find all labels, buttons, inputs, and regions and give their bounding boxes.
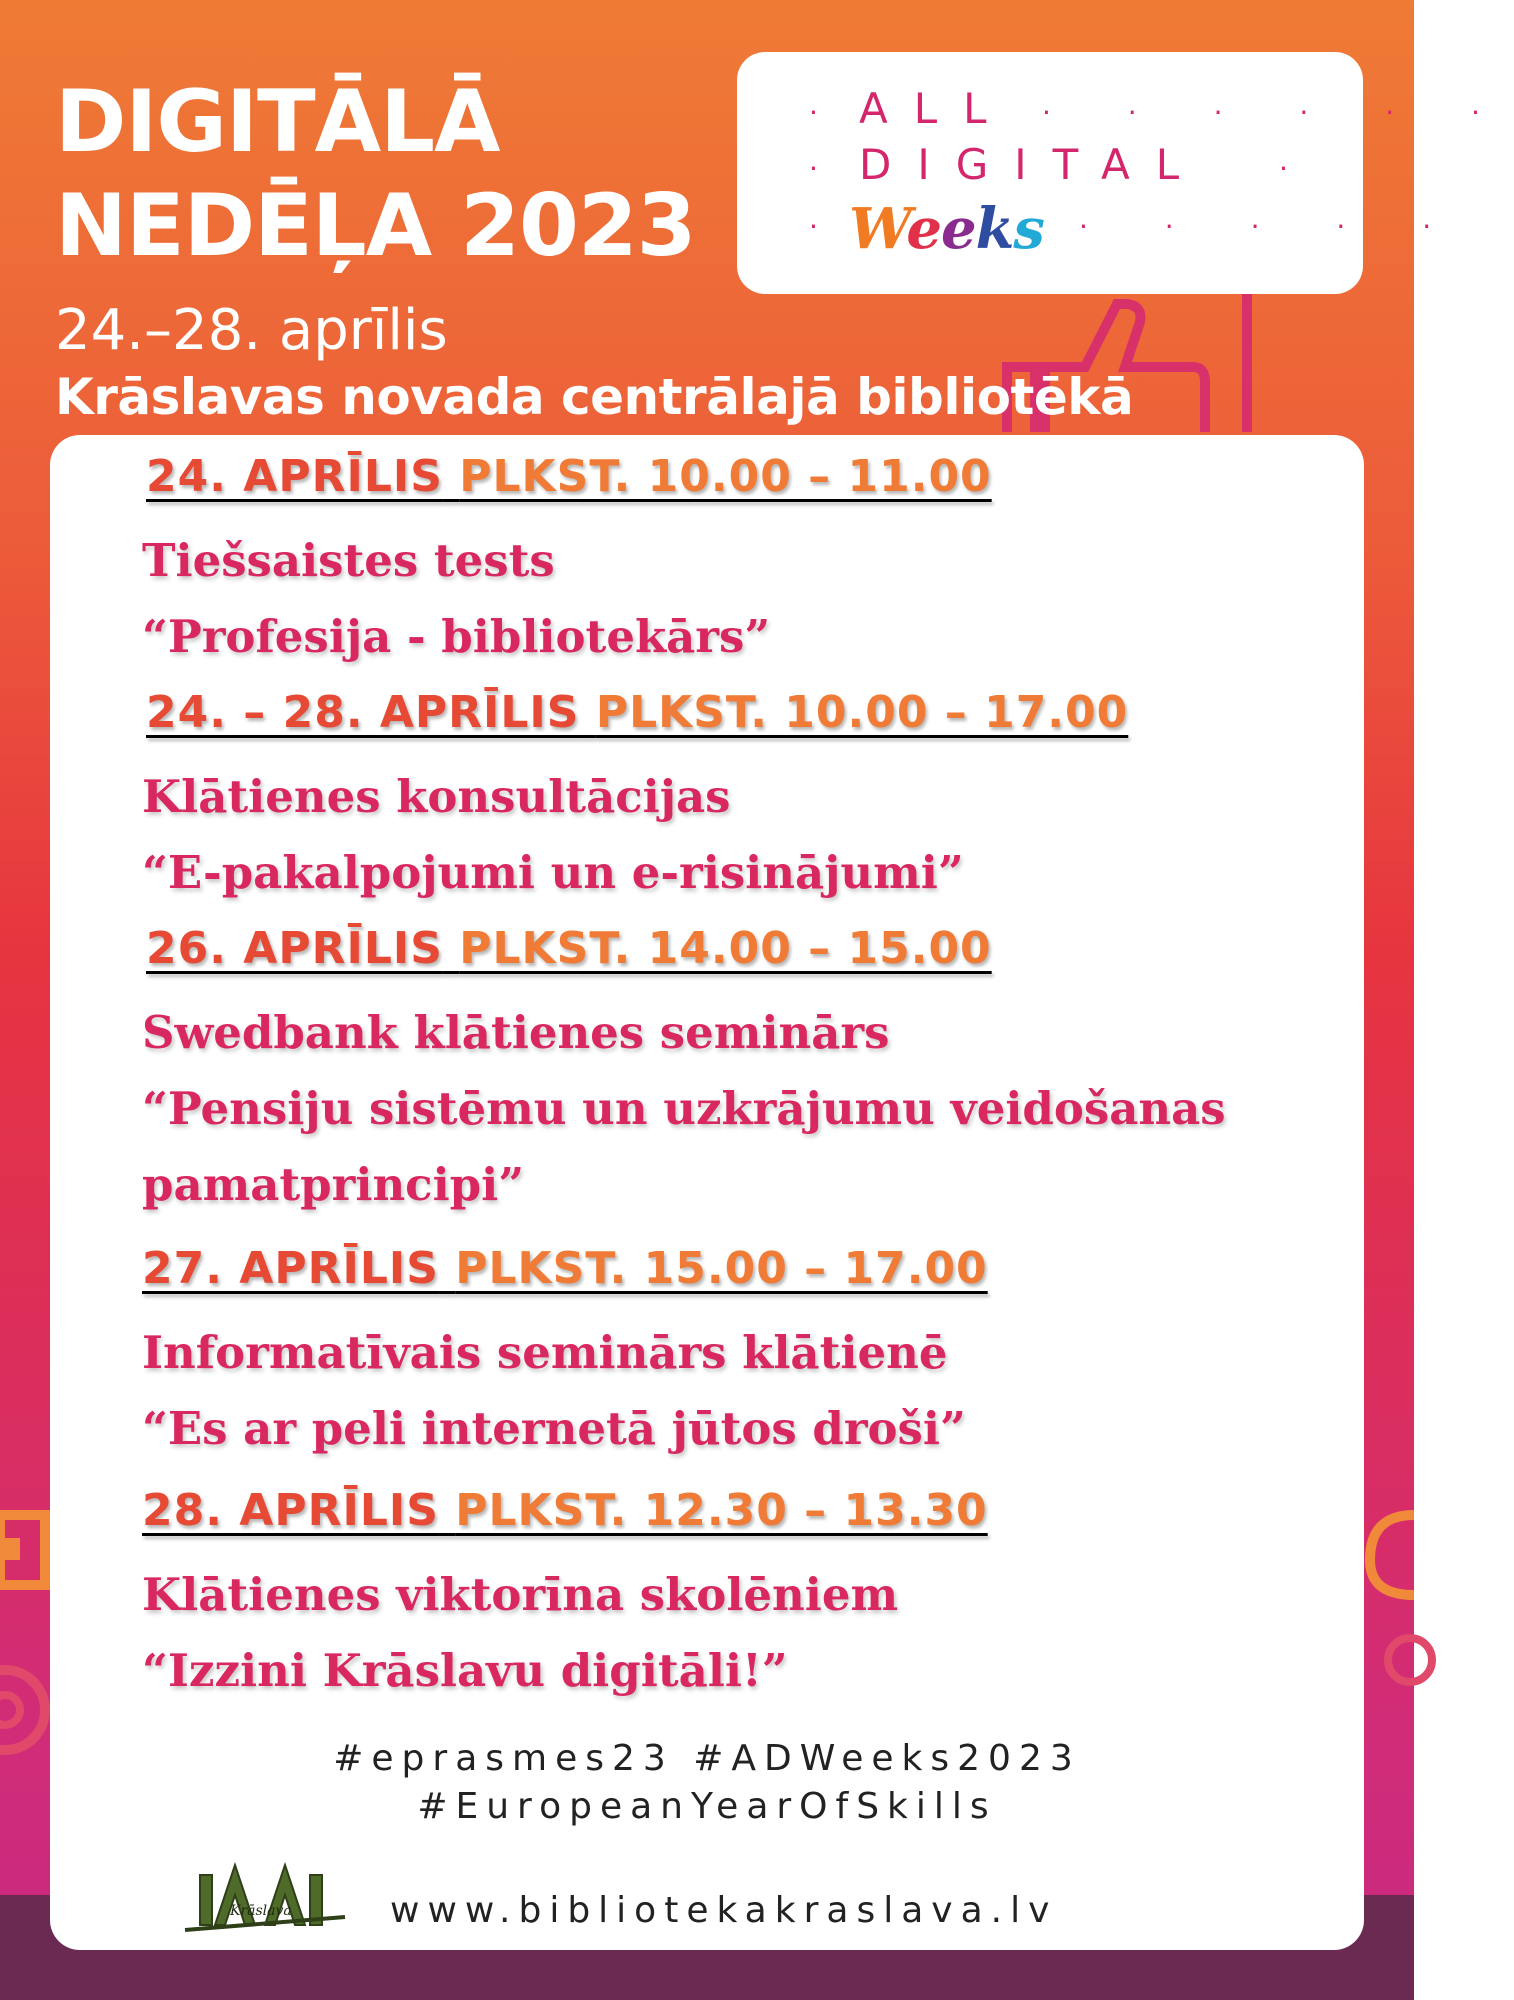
event-time: PLKST. 15.00 – 17.00 xyxy=(455,1243,988,1294)
poster-title xyxy=(55,70,696,278)
event-title: Informatīvais seminārs klātienē xyxy=(142,1326,948,1379)
event-date-time xyxy=(142,1485,988,1536)
event-date: 24. – 28. APRĪLIS xyxy=(146,687,580,738)
venue: Krāslavas novada centrālajā bibliotēkā xyxy=(55,368,1134,426)
event-subtitle: “Pensiju sistēmu un uzkrājumu veidošanas pamatprincipi” xyxy=(142,1082,1226,1211)
logo-dots: · xyxy=(809,152,852,185)
library-logo-text: Krāslava xyxy=(230,1903,292,1919)
event-title: Swedbank klātienes seminārs xyxy=(142,1006,890,1059)
title-line-1: DIGITĀLĀ xyxy=(55,72,500,172)
event-date: 24. APRĪLIS xyxy=(146,451,443,502)
weeks-letter: e xyxy=(906,196,941,262)
event-title: Klātienes konsultācijas xyxy=(142,770,731,823)
weeks-letter: W xyxy=(849,196,907,262)
event-time: PLKST. 12.30 – 13.30 xyxy=(455,1485,988,1536)
event-date-time xyxy=(146,451,992,502)
event-dates: 24.–28. aprīlis xyxy=(55,298,448,363)
weeks-letter: e xyxy=(940,196,976,262)
event-time: PLKST. 14.00 – 15.00 xyxy=(459,923,992,974)
library-logo xyxy=(180,1855,350,1945)
event-date: 27. APRĪLIS xyxy=(142,1243,439,1294)
hashtags-line-1: #eprasmes23 #ADWeeks2023 xyxy=(333,1738,1081,1779)
logo-line-digital: DIGITAL xyxy=(859,140,1206,189)
event-title: Klātienes viktorīna skolēniem xyxy=(142,1568,899,1621)
event-date-time xyxy=(146,687,1128,738)
event-subtitle: “Profesija - bibliotekārs” xyxy=(142,610,771,663)
logo-dots: · xyxy=(1279,152,1322,185)
hashtags-line-2: #EuropeanYearOfSkills xyxy=(417,1786,997,1827)
event-date: 26. APRĪLIS xyxy=(146,923,443,974)
event-time: PLKST. 10.00 – 17.00 xyxy=(595,687,1129,738)
event-date-time xyxy=(146,923,992,974)
all-digital-weeks-logo xyxy=(737,52,1514,294)
logo-line-weeks xyxy=(849,196,1044,262)
website-link[interactable]: www.bibliotekakraslava.lv xyxy=(390,1890,1058,1931)
event-subtitle: “Izzini Krāslavu digitāli!” xyxy=(142,1644,788,1697)
event-date: 28. APRĪLIS xyxy=(142,1485,439,1536)
schedule-card xyxy=(50,435,1364,1950)
logo-dots: · · · · · xyxy=(1079,210,1466,243)
weeks-letter: s xyxy=(1013,196,1044,262)
hashtags xyxy=(50,1735,1364,1831)
decorative-pattern-right xyxy=(1360,1510,1414,1710)
event-time: PLKST. 10.00 – 11.00 xyxy=(459,451,992,502)
event-date-time xyxy=(142,1243,988,1294)
weeks-letter: k xyxy=(975,196,1014,262)
title-line-2: NEDĒĻA 2023 xyxy=(55,176,696,276)
logo-dots: · xyxy=(809,96,852,129)
logo-line-all: ALL xyxy=(859,84,1013,133)
event-subtitle: “E-pakalpojumi un e-risinājumi” xyxy=(142,846,964,899)
logo-dots: · xyxy=(809,210,852,243)
event-title: Tiešsaistes tests xyxy=(142,534,555,587)
logo-dots: · · · · · · xyxy=(1042,96,1514,129)
event-subtitle: “Es ar peli internetā jūtos droši” xyxy=(142,1402,966,1455)
